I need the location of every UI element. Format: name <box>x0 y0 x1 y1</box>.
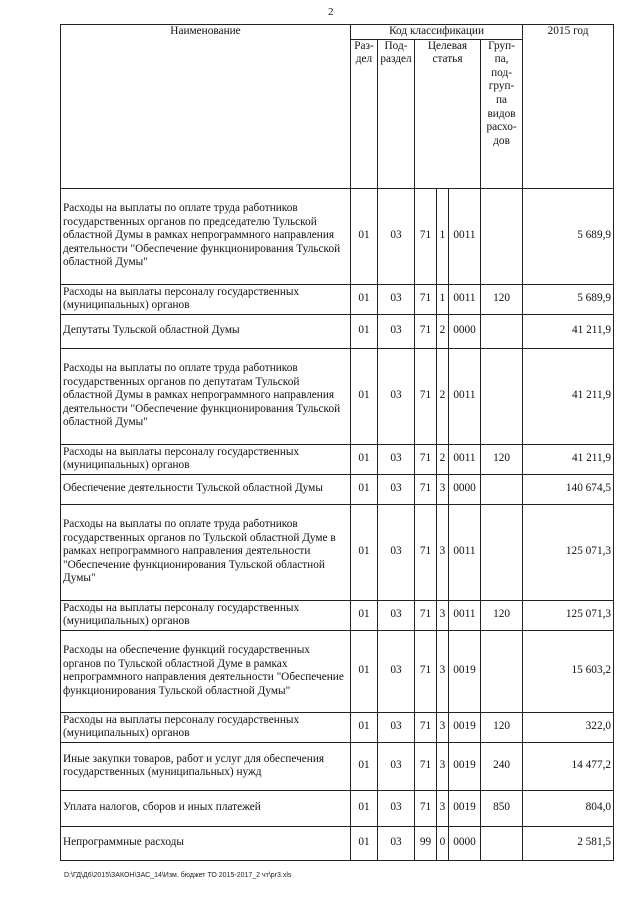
row-name: Расходы на выплаты персоналу государственных (муниципальных) органов <box>61 600 351 630</box>
row-target-part2: 2 <box>437 348 449 444</box>
row-name: Расходы на обеспечение функций государственных органов по Тульской областной Думе в рамках непрограммного направления деятельности "Обеспечение функционирования Тульской областной Думы" <box>61 630 351 712</box>
row-section: 01 <box>351 284 378 314</box>
table-row <box>61 314 614 348</box>
row-target-part1: 71 <box>415 188 437 284</box>
row-section: 01 <box>351 314 378 348</box>
row-target-part3: 0011 <box>449 444 481 474</box>
header-expense-group: Груп- па, под- груп- па видов расхо- дов <box>481 39 523 188</box>
row-amount: 125 071,3 <box>523 600 614 630</box>
row-target-part1: 71 <box>415 742 437 790</box>
table-row <box>61 826 614 860</box>
row-target-part2: 0 <box>437 826 449 860</box>
file-path: D:\ГД\Д6\2015\ЗАКОН\ЗАС_14\Изм. бюджет ТО 2015-2017_2 чт\pr3.xls <box>64 872 292 879</box>
row-target-part2: 3 <box>437 790 449 826</box>
row-target-part3: 0011 <box>449 348 481 444</box>
row-section: 01 <box>351 790 378 826</box>
row-expense-type <box>481 630 523 712</box>
row-subsection: 03 <box>378 600 415 630</box>
table-row <box>61 284 614 314</box>
row-subsection: 03 <box>378 444 415 474</box>
row-section: 01 <box>351 348 378 444</box>
row-target-part3: 0011 <box>449 188 481 284</box>
row-section: 01 <box>351 444 378 474</box>
row-subsection: 03 <box>378 284 415 314</box>
row-target-part3: 0000 <box>449 474 481 504</box>
table-row <box>61 444 614 474</box>
row-target-part1: 71 <box>415 712 437 742</box>
table-row <box>61 790 614 826</box>
row-section: 01 <box>351 504 378 600</box>
row-target-part3: 0019 <box>449 790 481 826</box>
row-target-part3: 0019 <box>449 712 481 742</box>
row-name: Расходы на выплаты по оплате труда работников государственных органов по депутатам Тульской областной Думы в рамках непрограммного направления деятельности "Обеспечение функционирования Тульской областной Думы" <box>61 348 351 444</box>
row-target-part2: 1 <box>437 188 449 284</box>
row-target-part2: 3 <box>437 712 449 742</box>
row-expense-type <box>481 826 523 860</box>
header-name: Наименование <box>61 25 351 189</box>
row-target-part3: 0011 <box>449 600 481 630</box>
row-subsection: 03 <box>378 826 415 860</box>
row-target-part1: 71 <box>415 314 437 348</box>
row-name: Расходы на выплаты по оплате труда работников государственных органов по председателю Тульской областной Думы в рамках непрограммного направления деятельности "Обеспечение функционирования Тульской областной Думы" <box>61 188 351 284</box>
row-amount: 5 689,9 <box>523 284 614 314</box>
table-row <box>61 474 614 504</box>
row-amount: 140 674,5 <box>523 474 614 504</box>
row-target-part3: 0000 <box>449 826 481 860</box>
row-amount: 41 211,9 <box>523 444 614 474</box>
row-target-part1: 71 <box>415 284 437 314</box>
row-expense-type <box>481 504 523 600</box>
row-subsection: 03 <box>378 712 415 742</box>
row-target-part2: 3 <box>437 474 449 504</box>
row-section: 01 <box>351 188 378 284</box>
row-expense-type: 120 <box>481 284 523 314</box>
row-subsection: 03 <box>378 188 415 284</box>
row-name: Обеспечение деятельности Тульской областной Думы <box>61 474 351 504</box>
row-subsection: 03 <box>378 314 415 348</box>
row-expense-type: 120 <box>481 600 523 630</box>
row-section: 01 <box>351 474 378 504</box>
row-subsection: 03 <box>378 630 415 712</box>
row-amount: 14 477,2 <box>523 742 614 790</box>
row-expense-type: 120 <box>481 712 523 742</box>
row-target-part3: 0019 <box>449 742 481 790</box>
row-subsection: 03 <box>378 790 415 826</box>
row-name: Расходы на выплаты по оплате труда работников государственных органов по Тульской областной Думе в рамках непрограммного направления деятельности "Обеспечение функционирования Тульской областной Думы" <box>61 504 351 600</box>
row-amount: 322,0 <box>523 712 614 742</box>
row-section: 01 <box>351 600 378 630</box>
table-row <box>61 742 614 790</box>
row-target-part1: 71 <box>415 444 437 474</box>
row-target-part1: 99 <box>415 826 437 860</box>
table-row <box>61 504 614 600</box>
row-subsection: 03 <box>378 348 415 444</box>
page-number: 2 <box>328 6 334 18</box>
header-section: Раз- дел <box>351 39 378 188</box>
row-target-part1: 71 <box>415 474 437 504</box>
row-name: Расходы на выплаты персоналу государственных (муниципальных) органов <box>61 712 351 742</box>
row-target-part2: 2 <box>437 314 449 348</box>
table-row <box>61 600 614 630</box>
row-amount: 15 603,2 <box>523 630 614 712</box>
header-year: 2015 год <box>523 25 614 189</box>
row-subsection: 03 <box>378 742 415 790</box>
row-expense-type <box>481 314 523 348</box>
row-expense-type <box>481 188 523 284</box>
row-expense-type: 240 <box>481 742 523 790</box>
row-amount: 804,0 <box>523 790 614 826</box>
row-amount: 125 071,3 <box>523 504 614 600</box>
header-subsection: Под- раздел <box>378 39 415 188</box>
row-subsection: 03 <box>378 504 415 600</box>
row-amount: 41 211,9 <box>523 314 614 348</box>
row-target-part2: 3 <box>437 504 449 600</box>
budget-table <box>60 24 614 861</box>
row-expense-type: 850 <box>481 790 523 826</box>
row-target-part3: 0000 <box>449 314 481 348</box>
table-row <box>61 712 614 742</box>
row-amount: 2 581,5 <box>523 826 614 860</box>
row-expense-type: 120 <box>481 444 523 474</box>
row-section: 01 <box>351 712 378 742</box>
table-row <box>61 630 614 712</box>
row-name: Уплата налогов, сборов и иных платежей <box>61 790 351 826</box>
row-target-part1: 71 <box>415 790 437 826</box>
row-target-part1: 71 <box>415 630 437 712</box>
row-name: Депутаты Тульской областной Думы <box>61 314 351 348</box>
row-target-part2: 1 <box>437 284 449 314</box>
row-section: 01 <box>351 742 378 790</box>
row-target-part2: 3 <box>437 630 449 712</box>
header-classification: Код классификации <box>351 25 523 40</box>
row-target-part3: 0011 <box>449 284 481 314</box>
row-target-part1: 71 <box>415 600 437 630</box>
row-target-part2: 2 <box>437 444 449 474</box>
row-name: Непрограммные расходы <box>61 826 351 860</box>
row-name: Расходы на выплаты персоналу государственных (муниципальных) органов <box>61 444 351 474</box>
row-name: Расходы на выплаты персоналу государственных (муниципальных) органов <box>61 284 351 314</box>
row-amount: 5 689,9 <box>523 188 614 284</box>
row-amount: 41 211,9 <box>523 348 614 444</box>
row-expense-type <box>481 474 523 504</box>
row-target-part3: 0019 <box>449 630 481 712</box>
row-target-part1: 71 <box>415 504 437 600</box>
row-target-part2: 3 <box>437 600 449 630</box>
row-section: 01 <box>351 630 378 712</box>
row-expense-type <box>481 348 523 444</box>
row-name: Иные закупки товаров, работ и услуг для обеспечения государственных (муниципальных) нужд <box>61 742 351 790</box>
table-body <box>61 188 614 860</box>
row-section: 01 <box>351 826 378 860</box>
row-target-part3: 0011 <box>449 504 481 600</box>
row-target-part2: 3 <box>437 742 449 790</box>
row-target-part1: 71 <box>415 348 437 444</box>
table-row <box>61 188 614 284</box>
row-subsection: 03 <box>378 474 415 504</box>
table-row <box>61 348 614 444</box>
header-target-article: Целевая статья <box>415 39 481 188</box>
